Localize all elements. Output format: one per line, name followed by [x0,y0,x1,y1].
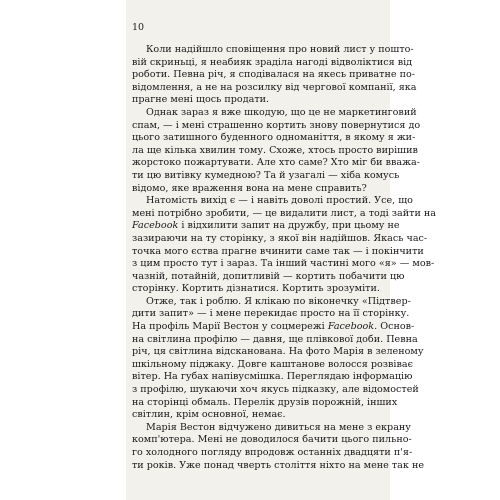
text-line: чазній, потайній, допитливій — кортить побачити цю [132,270,405,282]
text-line: комп'ютера. Мені не доводилося бачити цього пильно- [132,434,412,446]
body-text [132,44,437,472]
text-line: ла ще кілька хвилин тому. Схоже, хтось просто вирішив [132,144,418,156]
text-line: точка мого єства прагне вчинити саме так — і покінчити [132,245,424,257]
text-line: на сторінці обмаль. Перелік друзів порожній, інших [132,396,398,408]
text-line: Коли надійшло сповіщення про новий лист у пошто- [146,44,414,55]
text-fragment: і відхилити запит на дружбу, при цьому не [178,220,400,232]
text-line: вій скриньці, я неабияк зраділа нагоді відволіктися від [132,56,413,68]
text-line: шкільному піджаку. Довге каштанове волосся розвіває [132,358,413,370]
text-line: відомлення, а не на розсилку від чергової компанії, яка [132,81,417,93]
text-line: сторінку. Кортить дізнатися. Кортить зрозуміти. [132,283,380,295]
text-line: мені потрібно зробити, — це видалити лист, а тоді зайти на [132,207,437,219]
text-line: вітер. На губах напівусмішка. Переглядаю інформацію [132,371,413,383]
text-fragment: На профіль Марії Вестон у соцмережі [132,321,328,333]
text-line [132,321,415,334]
text-line: го холодного погляду впродовж останніх двадцяти п'я- [132,447,413,458]
text-line: цього затишного буденного одноманіття, в якому я жи- [132,132,416,144]
text-line: Однак зараз я вже шкодую, що це не маркетинговий [146,106,417,118]
text-line: Отже, так і роблю. Я клікаю по віконечку «Підтвер- [146,295,411,307]
text-line: ти цю витівку кумедною? Та й узагалі — хіба комусь [132,169,400,181]
text-line: Марія Вестон відчужено дивиться на мене з екрану [146,421,411,433]
text-fragment: . Основ- [374,321,415,333]
text-line: Натомість вихід є — і навіть доволі простий. Усе, що [146,195,413,207]
page-number: 10 [132,22,145,33]
text-line [132,220,400,233]
text-line: зазираючи на ту сторінку, з якої він надійшов. Якась час- [132,232,428,244]
italic-word: Facebook [132,220,179,232]
text-line: дити запит» — і мене перекидає просто на її сторінку. [132,308,410,320]
text-line: спам, — і мені страшенно кортить знову повернутися до [132,119,421,131]
text-line: з цим просто тут і зараз. Та інший частині мого «я» — мов- [132,258,435,270]
text-line: на світлина профілю — давня, ще плівкової доби. Певна [132,333,418,345]
text-line: річ, ця світлина відсканована. На фото Марія в зеленому [132,346,424,358]
text-line: відомо, яке враження вона на мене справить? [132,182,367,194]
text-line: з профілю, шукаючи хоч якусь підказку, але відомостей [132,384,419,396]
text-line: роботи. Певна річ, я сподівалася на якесь приватне по- [132,69,415,81]
text-line: жорстоко пожартувати. Але хто саме? Хто міг би вважа- [132,157,420,169]
text-line: прагне мені щось продати. [132,94,270,106]
text-line: ти років. Уже понад чверть століття ніхто на мене так не [132,459,425,471]
book-page [126,0,437,500]
text-line: світлин, крім основної, немає. [132,409,286,421]
italic-word: Facebook [327,321,375,333]
